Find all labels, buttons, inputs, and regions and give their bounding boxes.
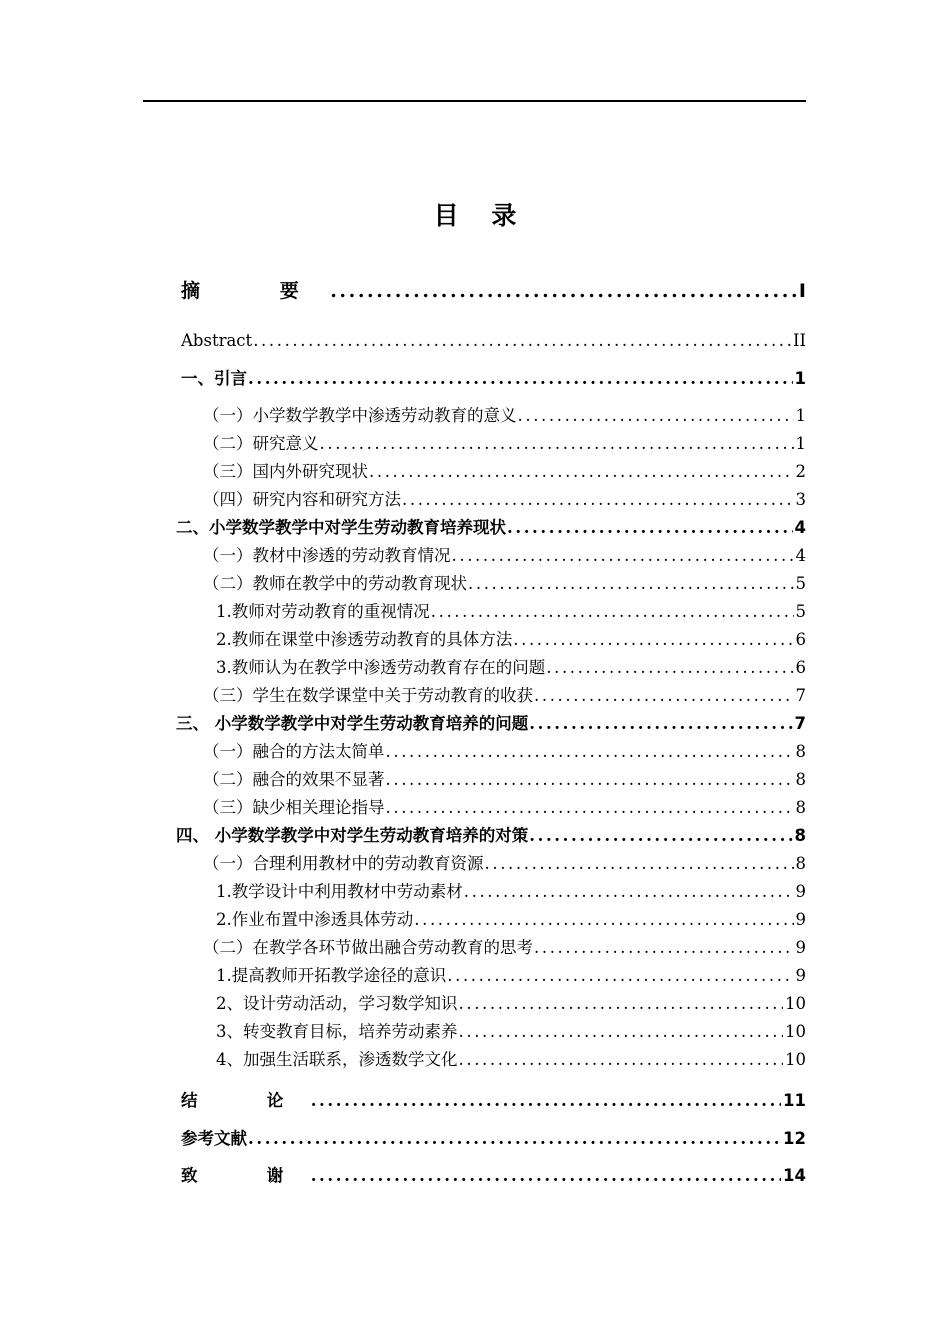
toc-entry-page: 9	[795, 910, 806, 929]
toc-entry[interactable]	[181, 1165, 806, 1187]
toc-entry-label: 1.教师对劳动教育的重视情况	[216, 602, 430, 621]
toc-entry-label: 摘 要	[181, 280, 330, 302]
toc-entry[interactable]	[181, 1128, 806, 1150]
toc-entry[interactable]	[203, 741, 806, 763]
toc-entry-label: （二）融合的效果不显著	[203, 770, 385, 789]
toc-entry[interactable]	[216, 881, 806, 903]
toc-entry-label: 三、 小学数学教学中对学生劳动教育培养的问题	[176, 714, 529, 733]
toc-entry[interactable]	[216, 1049, 806, 1071]
toc-entry[interactable]	[176, 517, 806, 539]
toc-entry[interactable]	[216, 965, 806, 987]
page-title: 目 录	[433, 201, 529, 230]
toc-entry-label: 3、转变教育目标，培养劳动素养	[216, 1022, 458, 1041]
toc-entry-label: 4、加强生活联系，渗透数学文化	[216, 1050, 458, 1069]
toc-entry[interactable]	[216, 993, 806, 1015]
toc-entry-label: （一）教材中渗透的劳动教育情况	[203, 546, 451, 565]
toc-entry-label: 1.教学设计中利用教材中劳动素材	[216, 882, 463, 901]
toc-entry[interactable]	[181, 330, 806, 352]
toc-entry-label: （三）学生在数学课堂中关于劳动教育的收获	[203, 686, 533, 705]
toc-entry-page: 12	[783, 1129, 806, 1148]
toc-entry[interactable]	[203, 489, 806, 511]
toc-entry-page: 1	[795, 434, 806, 453]
toc-entry-label: 3.教师认为在教学中渗透劳动教育存在的问题	[216, 658, 546, 677]
toc-entry-label: （一）小学数学教学中渗透劳动教育的意义	[203, 406, 517, 425]
toc-entry-page: 4	[794, 518, 806, 537]
toc-entry-page: 8	[794, 826, 806, 845]
toc-entry[interactable]	[216, 601, 806, 623]
toc-entry-page: 8	[795, 854, 806, 873]
toc-entry-label: 2.教师在课堂中渗透劳动教育的具体方法	[216, 630, 513, 649]
toc-entry-label: （三）缺少相关理论指导	[203, 798, 385, 817]
toc-entry-label: 致 谢	[181, 1166, 310, 1185]
toc-entry[interactable]	[203, 405, 806, 427]
toc-entry-page: 6	[795, 658, 806, 677]
toc-entry-page: 1	[794, 369, 806, 388]
toc-entry-label: 一、引言	[181, 369, 247, 388]
toc-entry-label: 1.提高教师开拓教学途径的意识	[216, 966, 447, 985]
toc-entry-page: 9	[795, 966, 806, 985]
toc-entry-label: （二）在教学各环节做出融合劳动教育的思考	[203, 938, 533, 957]
toc-entry-page: 9	[795, 938, 806, 957]
toc-entry[interactable]	[203, 545, 806, 567]
toc-entry-page: 7	[795, 686, 806, 705]
toc-entry-page: 10	[785, 1050, 806, 1069]
toc-entry-page: 1	[795, 406, 806, 425]
toc-entry-label: 二、小学数学教学中对学生劳动教育培养现状	[176, 518, 506, 537]
toc-entry-page: 7	[794, 714, 806, 733]
toc-entry-label: （三）国内外研究现状	[203, 462, 368, 481]
toc-entry[interactable]	[216, 1021, 806, 1043]
toc-entry[interactable]	[181, 1090, 806, 1112]
toc-entry-page: 6	[795, 630, 806, 649]
toc-entry-label: 四、 小学数学教学中对学生劳动教育培养的对策	[176, 826, 529, 845]
toc-entry[interactable]	[203, 769, 806, 791]
toc-entry-page: II	[792, 331, 806, 350]
toc-entry-label: 2.作业布置中渗透具体劳动	[216, 910, 414, 929]
toc-entry-label: （一）合理利用教材中的劳动教育资源	[203, 854, 484, 873]
toc-entry[interactable]	[203, 433, 806, 455]
toc-entry[interactable]	[216, 657, 806, 679]
header-rule	[143, 100, 806, 102]
toc-entry[interactable]	[203, 853, 806, 875]
toc-entry-page: 5	[795, 574, 806, 593]
toc-entry[interactable]	[203, 797, 806, 819]
toc-entry[interactable]	[176, 825, 806, 847]
toc-entry-page: 8	[795, 798, 806, 817]
toc-entry-page: 9	[795, 882, 806, 901]
toc-entry-label: 2、设计劳动活动，学习数学知识	[216, 994, 458, 1013]
toc-entry-page: 10	[785, 994, 806, 1013]
toc-entry-label: （二）教师在教学中的劳动教育现状	[203, 574, 467, 593]
toc-entry-page: I	[798, 280, 806, 302]
toc-entry[interactable]	[176, 713, 806, 735]
toc-entry-label: 参考文献	[181, 1129, 247, 1148]
toc-entry-page: 8	[795, 742, 806, 761]
toc-entry[interactable]	[181, 368, 806, 390]
toc-entry[interactable]	[216, 629, 806, 651]
toc-entry[interactable]	[181, 280, 806, 302]
toc-entry[interactable]	[203, 937, 806, 959]
toc-entry-label: （一）融合的方法太简单	[203, 742, 385, 761]
toc-entry-page: 2	[795, 462, 806, 481]
toc-entry[interactable]	[203, 685, 806, 707]
toc-entry-label: 结 论	[181, 1091, 310, 1110]
toc-entry[interactable]	[216, 909, 806, 931]
toc-entry-page: 10	[785, 1022, 806, 1041]
toc-entry-page: 3	[795, 490, 806, 509]
toc-entry-label: Abstract	[181, 331, 253, 350]
toc-entry-page: 4	[795, 546, 806, 565]
toc-entry[interactable]	[203, 573, 806, 595]
toc-entry-label: （二）研究意义	[203, 434, 319, 453]
toc-entry-page: 11	[783, 1091, 806, 1110]
toc-entry-page: 8	[795, 770, 806, 789]
toc-entry[interactable]	[203, 461, 806, 483]
toc-entry-label: （四）研究内容和研究方法	[203, 490, 401, 509]
toc-entry-page: 14	[783, 1166, 806, 1185]
toc-entry-page: 5	[795, 602, 806, 621]
